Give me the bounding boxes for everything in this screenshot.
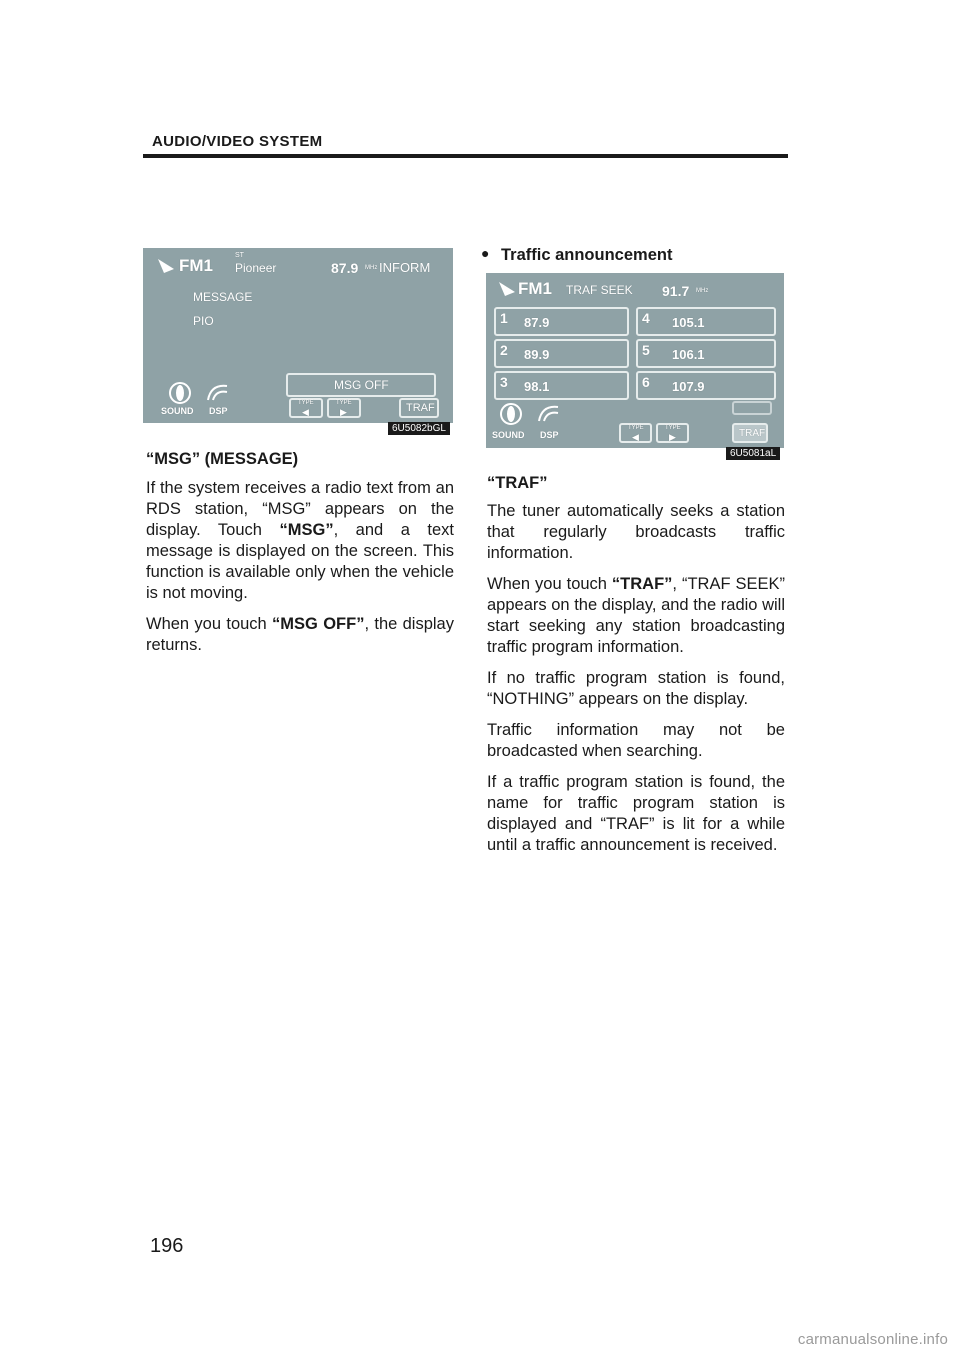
traf-seek-status: TRAF SEEK bbox=[566, 283, 633, 297]
right-paragraph-5: If a traffic program station is found, the name for traffic program station is displayed and “TRAF” is lit for a while until a traffic announcement is received. bbox=[487, 773, 785, 854]
msg-off-label: MSG OFF bbox=[334, 378, 389, 392]
preset-button-5[interactable]: 5 106.1 bbox=[636, 339, 776, 368]
page-number: 196 bbox=[150, 1235, 184, 1257]
bullet-icon: ● bbox=[481, 245, 490, 261]
watermark: carmanualsonline.info bbox=[797, 1331, 948, 1348]
sound-icon[interactable] bbox=[498, 401, 524, 427]
dsp-icon[interactable] bbox=[536, 401, 562, 425]
sound-icon[interactable] bbox=[167, 380, 193, 406]
right-paragraph-3: If no traffic program station is found, “NOTHING” appears on the display. bbox=[487, 669, 785, 708]
msg-off-button[interactable] bbox=[286, 373, 436, 397]
station-name: Pioneer bbox=[235, 261, 277, 275]
traf-label: TRAF bbox=[739, 428, 766, 439]
type-next-label: TYPE bbox=[336, 400, 352, 406]
image-code: 6U5082bGL bbox=[388, 422, 450, 435]
right-paragraph-4: Traffic information may not be broadcasted when searching. bbox=[487, 721, 785, 760]
traf-button[interactable] bbox=[732, 423, 768, 443]
right-paragraph-2: When you touch “TRAF”, “TRAF SEEK” appears on the display, and the radio will start seeking any station broadcasting traffic program information. bbox=[487, 575, 785, 656]
traffic-screen bbox=[486, 273, 784, 448]
left-paragraph-1: If the system receives a radio text from an RDS station, “MSG” appears on the display. Touch “MSG”, and a text message is displayed on the screen. This function is available only when the vehicle is not moving. bbox=[146, 479, 455, 602]
type-next-button[interactable] bbox=[327, 398, 361, 418]
antenna-icon bbox=[496, 279, 518, 299]
type-prev-label: TYPE bbox=[628, 425, 644, 431]
sound-label: SOUND bbox=[492, 430, 525, 440]
frequency-unit: MHz bbox=[365, 265, 378, 271]
mode-label: INFORM bbox=[379, 260, 431, 275]
type-prev-label: TYPE bbox=[298, 400, 314, 406]
right-paragraph-1: The tuner automatically seeks a station that regularly broadcasts traffic information. bbox=[487, 502, 785, 562]
type-next-button[interactable] bbox=[656, 423, 689, 443]
left-paragraph-2: When you touch “MSG OFF”, the display returns. bbox=[146, 615, 454, 654]
triangle-left-icon: ◀ bbox=[302, 407, 309, 417]
triangle-right-icon: ▶ bbox=[669, 432, 676, 442]
type-prev-button[interactable] bbox=[289, 398, 323, 418]
dsp-label: DSP bbox=[209, 406, 228, 416]
section-title: AUDIO/VIDEO SYSTEM bbox=[152, 133, 323, 150]
image-code: 6U5081aL bbox=[726, 447, 780, 460]
message-line-1: MESSAGE bbox=[193, 290, 253, 304]
traf-label: TRAF bbox=[406, 402, 435, 414]
preset-button-4[interactable]: 4 105.1 bbox=[636, 307, 776, 336]
preset-button-1[interactable]: 1 87.9 bbox=[494, 307, 629, 336]
type-next-label: TYPE bbox=[665, 425, 681, 431]
right-body bbox=[487, 501, 785, 866]
triangle-left-icon: ◀ bbox=[632, 432, 639, 442]
traf-heading: “TRAF” bbox=[487, 474, 548, 492]
left-body bbox=[146, 478, 454, 666]
msg-heading: “MSG” (MESSAGE) bbox=[146, 450, 299, 468]
sound-label: SOUND bbox=[161, 406, 194, 416]
frequency: 87.9 bbox=[331, 260, 359, 276]
band-label: FM1 bbox=[179, 256, 213, 275]
type-prev-button[interactable] bbox=[619, 423, 652, 443]
preset-button-3[interactable]: 3 98.1 bbox=[494, 371, 629, 400]
band-label: FM1 bbox=[518, 279, 552, 298]
traffic-heading: Traffic announcement bbox=[501, 246, 673, 264]
message-screen bbox=[143, 248, 453, 423]
header-rule bbox=[143, 154, 788, 158]
antenna-icon bbox=[155, 256, 177, 276]
dsp-icon[interactable] bbox=[205, 380, 231, 404]
frequency: 91.7 bbox=[662, 283, 690, 299]
preset-button-6[interactable]: 6 107.9 bbox=[636, 371, 776, 400]
blank-button[interactable] bbox=[732, 401, 772, 415]
message-line-2: PIO bbox=[193, 314, 214, 328]
dsp-label: DSP bbox=[540, 430, 559, 440]
stereo-indicator: ST bbox=[235, 252, 244, 259]
frequency-unit: MHz bbox=[696, 288, 709, 294]
preset-button-2[interactable]: 2 89.9 bbox=[494, 339, 629, 368]
traf-button[interactable] bbox=[399, 398, 439, 418]
triangle-right-icon: ▶ bbox=[340, 407, 347, 417]
